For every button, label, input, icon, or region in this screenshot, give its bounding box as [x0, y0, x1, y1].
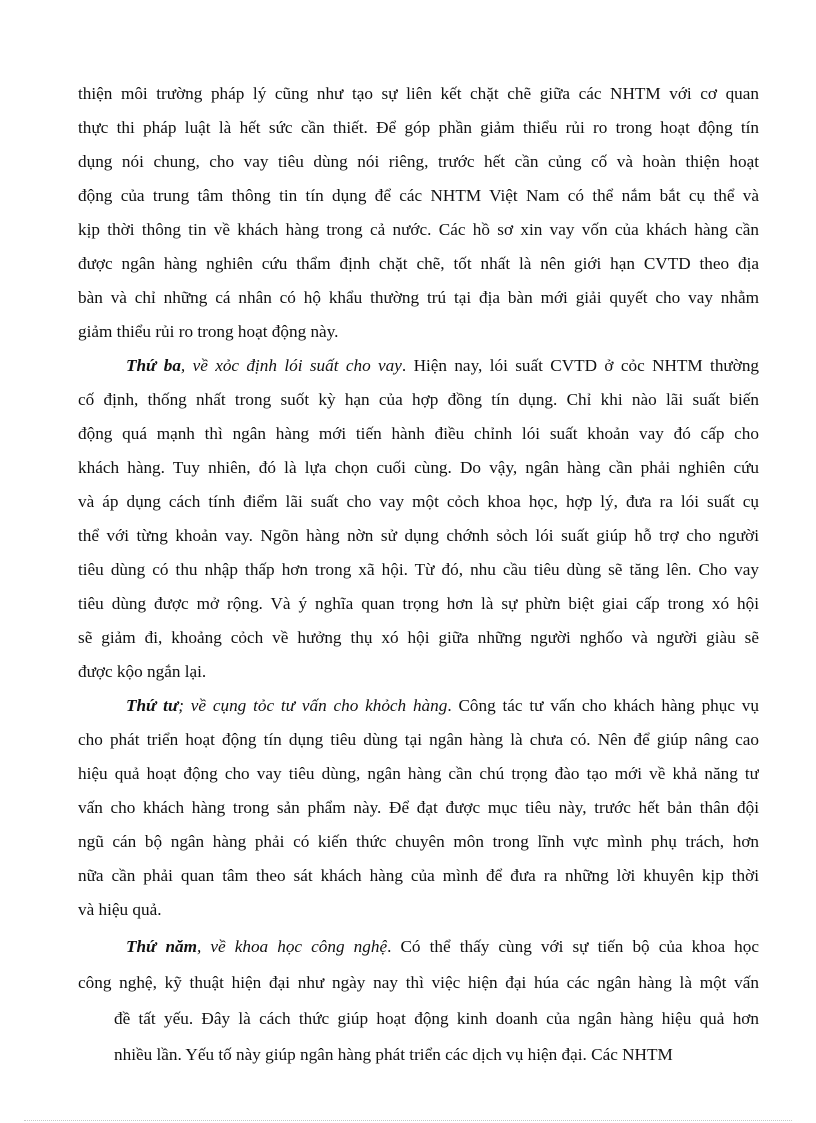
paragraph-2-line-8: tiêu dùng được mở rộng. Và ý nghĩa quan trọng hơn là sự phừn biệt giai cấp trong xó hội [78, 594, 759, 613]
paragraph-3-first-rest: . Công tác tư vấn cho khách hàng phục vụ [447, 696, 759, 715]
paragraph-3-first-line [126, 689, 759, 723]
paragraph-3-line-5: ngũ cán bộ ngân hàng phải có kiến thức chuyên môn trong lĩnh vực mình phụ trách, hơn [78, 832, 759, 851]
paragraph-4-first-line [126, 930, 759, 964]
paragraph-2-first-line [126, 349, 759, 383]
paragraph-1-line-6: được ngân hàng nghiên cứu thẩm định chặt chẽ, tốt nhất là nên giới hạn CVTD theo địa [78, 254, 759, 273]
paragraph-2-line-4: khách hàng. Tuy nhiên, đó là lựa chọn cuối cùng. Do vậy, ngân hàng cần phải nghiên cứu [78, 458, 759, 477]
page-bottom-dotted-rule [24, 1120, 792, 1121]
paragraph-1-line-5: kịp thời thông tin về khách hàng trong cả nước. Các hồ sơ xin vay vốn của khách hàng cần [78, 220, 759, 239]
paragraph-4-lead-bold: Thứ năm [126, 937, 197, 956]
paragraph-2-line-2: cố định, thống nhất trong suốt kỳ hạn của hợp đồng tín dụng. Chỉ khi nào lãi suất biến [78, 390, 759, 409]
paragraph-2-lead-bold: Thứ ba [126, 356, 181, 375]
paragraph-3-line-4: vấn cho khách hàng trong sản phẩm này. Để đạt được mục tiêu này, trước hết bản thân đội [78, 798, 759, 817]
paragraph-3-line-3: hiệu quả hoạt động cho vay tiêu dùng, ngân hàng cần chú trọng đào tạo mới về khả năng tư [78, 764, 759, 783]
paragraph-1-line-3: dụng nói chung, cho vay tiêu dùng nói riêng, trước hết cần củng cố và hoàn thiện hoạt [78, 152, 759, 171]
paragraph-4-first-rest: . Có thể thấy cùng với sự tiến bộ của khoa học [387, 937, 759, 956]
paragraph-2-line-6: thể với từng khoản vay. Ngõn hàng nờn sử dụng chớnh sỏch lói suất giúp hỗ trợ cho người [78, 526, 759, 545]
paragraph-2-lead-italic: , về xỏc định lói suất cho vay [180, 356, 402, 375]
paragraph-4-lead-italic: , về khoa học công nghệ [196, 937, 388, 956]
paragraph-1-line-8: giảm thiểu rủi ro trong hoạt động này. [78, 322, 339, 341]
paragraph-2-line-3: động quá mạnh thì ngân hàng mới tiến hành điều chỉnh lói suất khoản vay đó cấp cho [78, 424, 759, 443]
paragraph-3-line-7: và hiệu quả. [78, 900, 162, 919]
paragraph-1-line-4: động của trung tâm thông tin tín dụng để các NHTM Việt Nam có thể nắm bắt cụ thể và [78, 186, 759, 205]
paragraph-3-lead-bold: Thứ tư [126, 696, 179, 715]
paragraph-4-line-3: đề tất yếu. Đây là cách thức giúp hoạt động kinh doanh của ngân hàng hiệu quả hơn [114, 1009, 759, 1028]
paragraph-2-line-7: tiêu dùng có thu nhập thấp hơn trong xã hội. Từ đó, nhu cầu tiêu dùng sẽ tăng lên. Cho vay [78, 560, 759, 579]
paragraph-2-line-5: và áp dụng cách tính điểm lãi suất cho vay một cỏch khoa học, hợp lý, đưa ra lói suất cụ [78, 492, 759, 511]
paragraph-3-lead-italic: ; về cụng tỏc tư vấn cho khỏch hàng [178, 696, 448, 715]
paragraph-1-line-7: bàn và chỉ những cá nhân có hộ khẩu thường trú tại địa bàn mới giải quyết cho vay nhằm [78, 288, 759, 307]
paragraph-3-line-6: nữa cần phải quan tâm theo sát khách hàng của mình để đưa ra những lời khuyên kịp thời [78, 866, 759, 885]
paragraph-2-first-rest: . Hiện nay, lói suất CVTD ở cỏc NHTM thường [401, 356, 759, 375]
paragraph-4-line-2: công nghệ, kỹ thuật hiện đại như ngày nay thì việc hiện đại húa các ngân hàng là một vấn [78, 973, 759, 992]
paragraph-2-line-9: sẽ giảm đi, khoảng cỏch về hưởng thụ xó hội giữa những người nghốo và người giàu sẽ [78, 628, 759, 647]
paragraph-4-line-4: nhiều lần. Yếu tố này giúp ngân hàng phát triển các dịch vụ hiện đại. Các NHTM [114, 1045, 673, 1064]
paragraph-1-line-1: thiện môi trường pháp lý cũng như tạo sự liên kết chặt chẽ giữa các NHTM với cơ quan [78, 84, 759, 103]
paragraph-2-line-10: được kộo ngắn lại. [78, 662, 207, 681]
paragraph-3-line-2: cho phát triển hoạt động tín dụng tiêu dùng tại ngân hàng là chưa có. Nên để giúp nâng cao [78, 730, 759, 749]
paragraph-1-line-2: thực thi pháp luật là hết sức cần thiết. Để góp phần giảm thiểu rủi ro trong hoạt động tín [78, 118, 759, 137]
